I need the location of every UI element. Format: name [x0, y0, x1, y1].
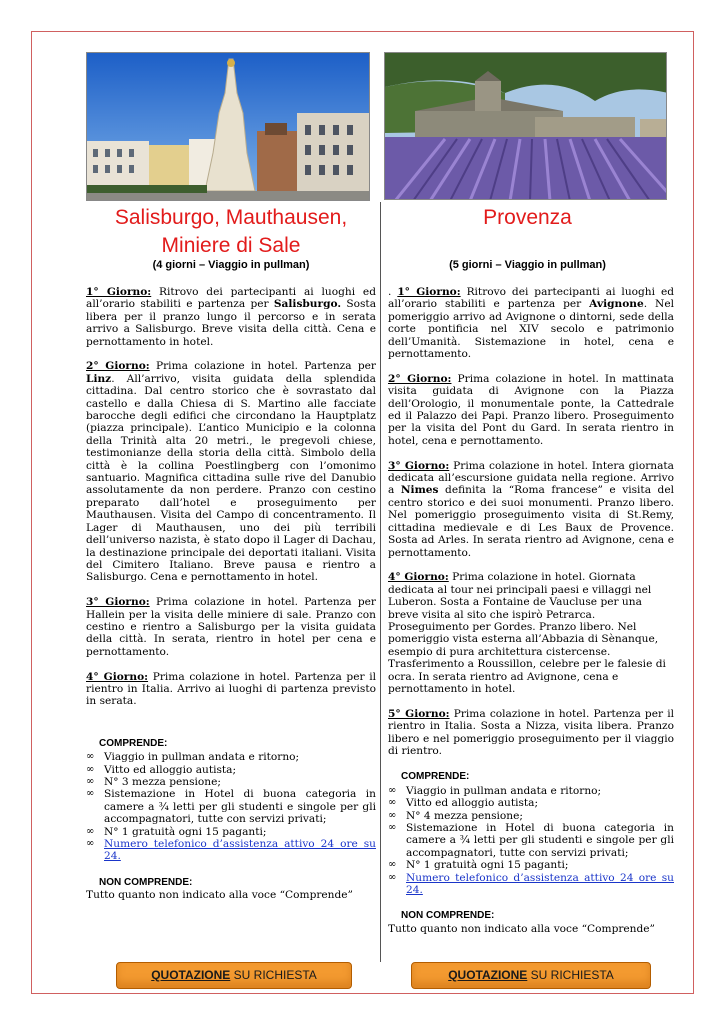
bullet-icon: ∞	[86, 751, 95, 763]
left-day-4: 4° Giorno: Prima colazione in hotel. Partenza per il rientro in Italia. Arrivo ai luoghi di partenza previsto in serata.	[86, 670, 376, 708]
right-day-1: . 1° Giorno: Ritrovo dei partecipanti ai luoghi ed all’orario stabiliti e partenza per Avignone. Nel pomeriggio arrivo ad Avignone o dintorni, sede della corte pontificia nel XIV secolo e patrimonio dell’Umanità. Sistemazione in hotel, cena e pernottamento.	[388, 286, 674, 361]
list-item: ∞ Viaggio in pullman andata e ritorno;	[86, 751, 300, 764]
list-item: ∞ N° 4 mezza pensione;	[388, 809, 523, 822]
bullet-icon: ∞	[388, 859, 397, 871]
left-comprende-heading: COMPRENDE:	[99, 737, 168, 749]
list-item: ∞ Vitto ed alloggio autista;	[388, 797, 539, 810]
provence-photo	[384, 52, 667, 200]
list-item	[86, 838, 376, 863]
left-itinerary	[86, 286, 376, 902]
quote-request-button-left[interactable]: QUOTAZIONE SU RICHIESTA	[116, 962, 352, 989]
left-non-comprende-heading: NON COMPRENDE:	[99, 876, 193, 888]
list-item: ∞ N° 3 mezza pensione;	[86, 775, 221, 788]
bullet-icon: ∞	[388, 822, 397, 833]
right-comprende-list	[388, 785, 674, 897]
assistance-phone-link[interactable]: Numero telefonico d’assistenza attivo 24 ore su 24.	[406, 871, 674, 897]
column-divider	[380, 202, 381, 962]
right-day-3: 3° Giorno: Prima colazione in hotel. Intera giornata dedicata all’escursione guidata nella regione. Arrivo a Nimes definita la “Roma francese” e visita del centro storico e dei suoi monumenti. Pranzo libero. Nel pomeriggio proseguimento visita di St.Remy, cittadina medievale e di Les Baux de Provence. Sosta ad Arles. In serata rientro ad Avignone, cena e pernottamento.	[388, 459, 674, 559]
left-title-line1: Salisburgo, Mauthausen,	[114, 206, 348, 229]
left-non-comprende-text: Tutto quanto non indicato alla voce “Comprende”	[86, 889, 353, 902]
left-title-line2: Miniere di Sale	[161, 234, 301, 257]
list-item: ∞ Sistemazione in Hotel di buona categoria in camere a ¾ letti per gli studenti e singole per gli accompagnatori, tutte con servizi privati;	[388, 822, 674, 859]
left-day-2: 2° Giorno: Prima colazione in hotel. Partenza per Linz. All’arrivo, visita guidata della splendida cittadina. Dal centro storico che è sovrastato dal castello e dalla Chiesa di S. Martino alle facciate barocche degli edifici che circondano la Hauptplatz (piazza principale). L’antico Municipio e la colonna della Trinità alta 20 metri., le pregevoli chiese, testimonianze della storia della città. Simbolo della città è la collina Poestlingberg con l’omonimo santuario. Magnifica cittadina sulle rive del Danubio assolutamente da non perdere. Pranzo con cestino preparato dall’hotel e proseguimento per Mauthausen. Visita del Campo di concentramento. Il Lager di Mauthausen, uno dei più terribili dell’universo nazista, è stato dopo il Lager di Dachau, la destinazione principale dei deportati italiani. Visita del Cimitero Italiano. Breve pausa e rientro a Salisburgo. Cena e pernottamento in hotel.	[86, 360, 376, 584]
quote-request-button-right[interactable]: QUOTAZIONE SU RICHIESTA	[411, 962, 651, 989]
list-item: ∞ N° 1 gratuità ogni 15 paganti;	[388, 859, 569, 872]
right-non-comprende-heading: NON COMPRENDE:	[401, 910, 495, 922]
list-item: ∞ Viaggio in pullman andata e ritorno;	[388, 784, 602, 797]
bullet-icon: ∞	[388, 809, 397, 821]
bullet-icon: ∞	[86, 763, 95, 775]
bullet-icon: ∞	[388, 871, 397, 883]
right-day-5: 5° Giorno: Prima colazione in hotel. Partenza per il rientro in Italia. Sosta a Nizza, visita libera. Pranzo libero e nel pomeriggio proseguimento per il viaggio di rientro.	[388, 707, 674, 757]
bullet-icon: ∞	[388, 797, 397, 809]
left-title	[86, 204, 376, 260]
bullet-icon: ∞	[86, 775, 95, 787]
list-item: ∞ Sistemazione in Hotel di buona categoria in camere a ¾ letti per gli studenti e singole per gli accompagnatori, tutte con servizi privati;	[86, 788, 376, 826]
right-subtitle: (5 giorni – Viaggio in pullman)	[449, 259, 606, 271]
bullet-icon: ∞	[388, 784, 397, 796]
list-item	[388, 872, 674, 897]
left-day-3: 3° Giorno: Prima colazione in hotel. Partenza per Hallein per la visita delle miniere di sale. Pranzo con cestino e rientro a Salisburgo per la visita guidata della città. In serata, rientro in hotel per cena e pernottamento.	[86, 596, 376, 658]
assistance-phone-link[interactable]: Numero telefonico d’assistenza attivo 24 ore su 24.	[104, 838, 376, 863]
right-non-comprende-text: Tutto quanto non indicato alla voce “Comprende”	[388, 922, 655, 935]
right-day-2: 2° Giorno: Prima colazione in hotel. In mattinata visita guidata di Avignone con la Piazza dell’Orologio, il monumentale ponte, la Cattedrale ed il Palazzo dei Papi. Pranzo libero. Proseguimento per la visita del Pont du Gard. In serata rientro in hotel, cena e pernottamento.	[388, 372, 674, 447]
left-comprende-list	[86, 751, 376, 863]
right-comprende-heading: COMPRENDE:	[401, 771, 470, 783]
bullet-icon: ∞	[86, 788, 95, 800]
bullet-icon: ∞	[86, 838, 95, 850]
right-itinerary	[388, 286, 674, 935]
left-subtitle: (4 giorni – Viaggio in pullman)	[152, 259, 310, 271]
bullet-icon: ∞	[86, 825, 95, 837]
right-title: Provenza	[483, 206, 572, 229]
list-item: ∞ Vitto ed alloggio autista;	[86, 763, 237, 776]
left-day-1: 1° Giorno: Ritrovo dei partecipanti ai luoghi ed all’orario stabiliti e partenza per Salisburgo. Sosta libera per il pranzo lungo il percorso e in serata arrivo a Salisburgo. Breve visita della città. Cena e pernottamento in hotel.	[86, 286, 377, 348]
list-item: ∞ N° 1 gratuità ogni 15 paganti;	[86, 825, 267, 838]
right-day-4: 4° Giorno: Prima colazione in hotel. Giornata dedicata al tour nei principali paesi e villaggi nel Luberon. Sosta a Fontaine de Vaucluse per una breve visita al sito che ispirò Petrarca. Proseguimento per Gordes. Pranzo libero. Nel pomeriggio vista esterna all’Abbazia di Sènanque, esempio di pura architettura cistercense. Trasferimento a Roussillon, celebre per le falesie di ocra. In serata rientro ad Avignone, cena e pernottamento in hotel.	[388, 571, 666, 695]
salzburg-photo	[86, 52, 370, 201]
